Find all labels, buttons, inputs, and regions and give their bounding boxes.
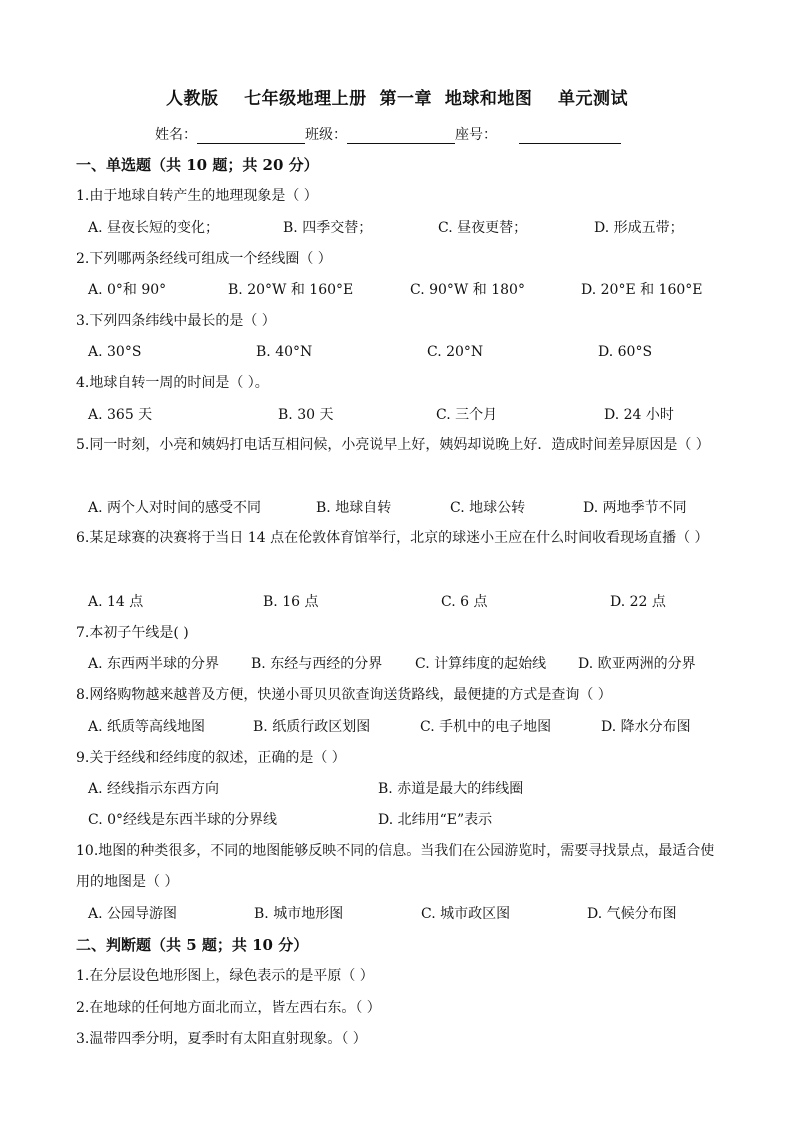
tf-question-2: 2.在地球的任何地方面北而立，皆左西右东。（ ） — [76, 1000, 381, 1016]
question-2: 2.下列哪两条经线可组成一个经线圈（ ） — [76, 251, 332, 267]
q2-option-c: C. 90°W 和 180° — [410, 282, 525, 298]
seat-blank[interactable] — [519, 127, 621, 144]
question-9: 9.关于经线和经纬度的叙述，正确的是（ ） — [76, 750, 346, 766]
q4-option-c: C. 三个月 — [436, 407, 498, 423]
q10-option-a: A. 公园导游图 — [88, 906, 178, 922]
q5-option-d: D. 两地季节不同 — [583, 500, 687, 516]
name-blank[interactable] — [197, 127, 305, 144]
q6-option-a: A. 14 点 — [88, 594, 144, 610]
q1-option-b: B. 四季交替； — [283, 220, 373, 236]
q1-option-d: D. 形成五带； — [594, 220, 684, 236]
q7-option-d: D. 欧亚两洲的分界 — [578, 656, 696, 672]
q3-option-c: C. 20°N — [427, 344, 484, 360]
q3-option-d: D. 60°S — [598, 344, 653, 360]
tf-question-1: 1.在分层设色地形图上，绿色表示的是平原（ ） — [76, 968, 374, 984]
q5-option-b: B. 地球自转 — [316, 500, 392, 516]
q2-option-d: D. 20°E 和 160°E — [581, 282, 703, 298]
q4-option-a: A. 365 天 — [88, 407, 153, 423]
q9-option-d: D. 北纬用“E”表示 — [378, 812, 493, 828]
q7-option-b: B. 东经与西经的分界 — [251, 656, 383, 672]
q7-option-a: A. 东西两半球的分界 — [88, 656, 220, 672]
question-4: 4.地球自转一周的时间是（ ）。 — [76, 375, 269, 391]
q2-option-b: B. 20°W 和 160°E — [228, 282, 354, 298]
section-heading-true-false: 二、判断题（共 5 题；共 10 分） — [76, 936, 309, 954]
q3-option-b: B. 40°N — [256, 344, 313, 360]
q9-option-b: B. 赤道是最大的纬线圈 — [378, 781, 524, 797]
q6-option-b: B. 16 点 — [263, 594, 319, 610]
q10-option-c: C. 城市政区图 — [421, 906, 511, 922]
question-5: 5.同一时刻，小亮和姨妈打电话互相问候，小亮说早上好，姨妈却说晚上好．造成时间差异原因是（ ） — [76, 437, 710, 453]
question-3: 3.下列四条纬线中最长的是（ ） — [76, 313, 276, 329]
question-10: 10.地图的种类很多，不同的地图能够反映不同的信息。当我们在公园游览时，需要寻找景点，最适合使用的地图是（ ） — [76, 843, 715, 890]
q1-option-c: C. 昼夜更替； — [438, 220, 528, 236]
q6-option-c: C. 6 点 — [441, 594, 488, 610]
q10-option-d: D. 气候分布图 — [587, 906, 677, 922]
class-blank[interactable] — [347, 127, 455, 144]
name-label: 姓名： — [155, 127, 197, 143]
seat-label: 座号： — [455, 127, 497, 143]
q4-option-d: D. 24 小时 — [604, 407, 674, 423]
question-7: 7.本初子午线是( ) — [76, 625, 189, 641]
q6-option-d: D. 22 点 — [610, 594, 666, 610]
section-heading-single-choice: 一、单选题（共 10 题；共 20 分） — [76, 156, 319, 174]
q8-option-a: A. 纸质等高线地图 — [88, 719, 206, 735]
question-1: 1.由于地球自转产生的地理现象是（ ） — [76, 188, 318, 204]
class-label: 班级： — [305, 127, 347, 143]
q2-option-a: A. 0°和 90° — [88, 282, 167, 298]
q9-option-a: A. 经线指示东西方向 — [88, 781, 220, 797]
q8-option-c: C. 手机中的电子地图 — [420, 719, 552, 735]
question-8: 8.网络购物越来越普及方便，快递小哥贝贝欲查询送货路线，最便捷的方式是查询（ ） — [76, 687, 612, 703]
q5-option-a: A. 两个人对时间的感受不同 — [88, 500, 262, 516]
q5-option-c: C. 地球公转 — [450, 500, 526, 516]
student-info-line — [155, 124, 621, 146]
q1-option-a: A. 昼夜长短的变化； — [88, 220, 220, 236]
q4-option-b: B. 30 天 — [278, 407, 334, 423]
q8-option-b: B. 纸质行政区划图 — [253, 719, 371, 735]
question-6: 6.某足球赛的决赛将于当日 14 点在伦敦体育馆举行，北京的球迷小王应在什么时间收看现场直播（ ） — [76, 530, 709, 546]
q8-option-d: D. 降水分布图 — [601, 719, 691, 735]
q9-option-c: C. 0°经线是东西半球的分界线 — [88, 812, 278, 828]
page-title: 人教版 七年级地理上册 第一章 地球和地图 单元测试 — [165, 89, 629, 109]
q7-option-c: C. 计算纬度的起始线 — [415, 656, 547, 672]
q10-option-b: B. 城市地形图 — [254, 906, 344, 922]
tf-question-3: 3.温带四季分明，夏季时有太阳直射现象。（ ） — [76, 1031, 367, 1047]
q3-option-a: A. 30°S — [88, 344, 142, 360]
